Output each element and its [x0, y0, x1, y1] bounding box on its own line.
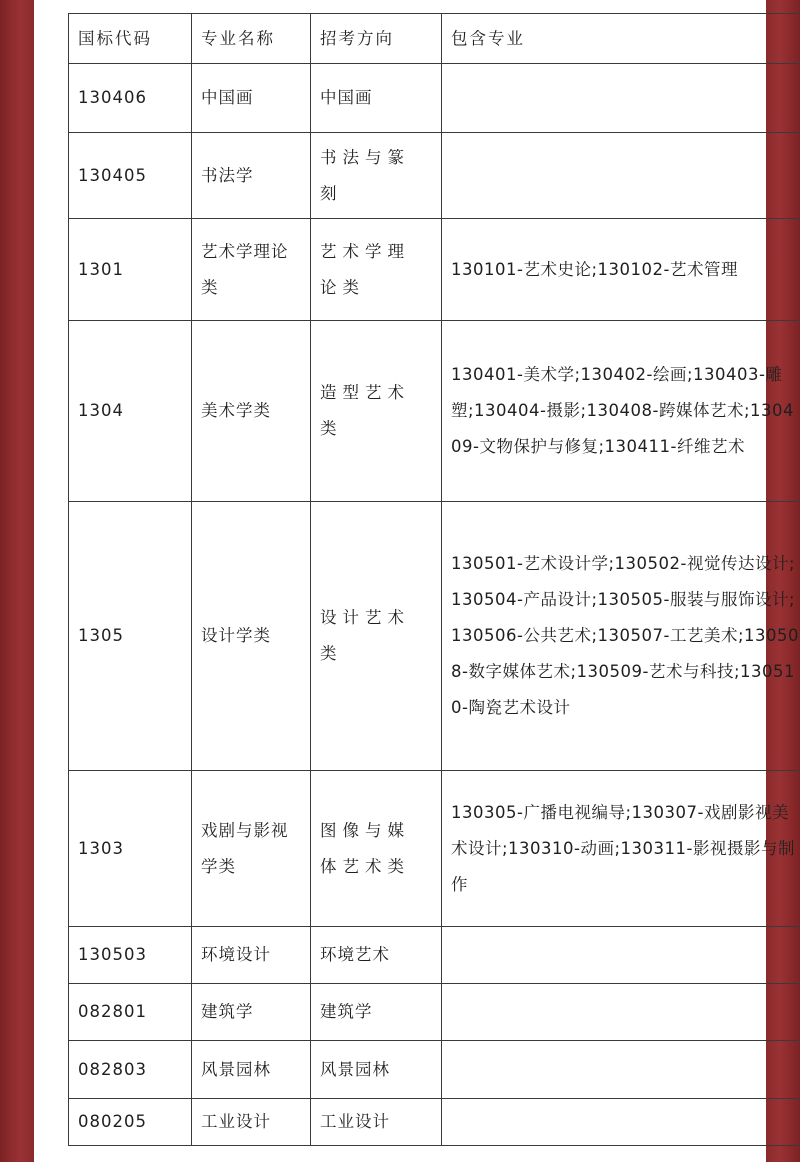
header-includes: 包含专业	[442, 14, 800, 64]
cell-includes: 130501-艺术设计学;130502-视觉传达设计;130504-产品设计;130505-服装与服饰设计;130506-公共艺术;130507-工艺美术;130508-数字媒体艺术;130509-艺术与科技;130510-陶瓷艺术设计	[442, 502, 800, 771]
table-row	[69, 321, 800, 502]
cell-includes	[442, 927, 800, 984]
cell-direction: 设计艺术类	[311, 502, 442, 771]
cell-code: 080205	[69, 1099, 192, 1146]
table-row	[69, 927, 800, 984]
cell-direction: 环境艺术	[311, 927, 442, 984]
cell-direction: 图像与媒体艺术类	[311, 771, 442, 927]
table-row	[69, 984, 800, 1041]
cell-direction: 艺术学理论类	[311, 219, 442, 321]
cell-code: 1303	[69, 771, 192, 927]
table-row	[69, 502, 800, 771]
cell-includes	[442, 984, 800, 1041]
header-direction: 招考方向	[311, 14, 442, 64]
cell-name: 工业设计	[192, 1099, 311, 1146]
cell-direction: 中国画	[311, 64, 442, 133]
cell-name: 中国画	[192, 64, 311, 133]
table-row	[69, 1041, 800, 1099]
cell-name: 书法学	[192, 133, 311, 219]
cell-includes	[442, 1041, 800, 1099]
cell-includes	[442, 1099, 800, 1146]
cell-direction: 造型艺术类	[311, 321, 442, 502]
header-code: 国标代码	[69, 14, 192, 64]
cell-name: 戏剧与影视学类	[192, 771, 311, 927]
table-row	[69, 133, 800, 219]
cell-includes: 130101-艺术史论;130102-艺术管理	[442, 219, 800, 321]
table-row	[69, 771, 800, 927]
cell-includes	[442, 133, 800, 219]
cell-name: 设计学类	[192, 502, 311, 771]
cell-direction: 建筑学	[311, 984, 442, 1041]
table-row	[69, 64, 800, 133]
cell-includes: 130401-美术学;130402-绘画;130403-雕塑;130404-摄影;130408-跨媒体艺术;130409-文物保护与修复;130411-纤维艺术	[442, 321, 800, 502]
table-header-row	[69, 14, 800, 64]
major-table	[68, 13, 800, 1146]
cell-code: 1305	[69, 502, 192, 771]
cell-name: 美术学类	[192, 321, 311, 502]
table-row	[69, 219, 800, 321]
cell-name: 风景园林	[192, 1041, 311, 1099]
cell-code: 130405	[69, 133, 192, 219]
header-name: 专业名称	[192, 14, 311, 64]
cell-code: 1304	[69, 321, 192, 502]
cell-direction: 风景园林	[311, 1041, 442, 1099]
cell-code: 082803	[69, 1041, 192, 1099]
cell-includes: 130305-广播电视编导;130307-戏剧影视美术设计;130310-动画;130311-影视摄影与制作	[442, 771, 800, 927]
left-red-border	[0, 0, 34, 1162]
cell-name: 建筑学	[192, 984, 311, 1041]
cell-includes	[442, 64, 800, 133]
table-row	[69, 1099, 800, 1146]
cell-direction: 书法与篆刻	[311, 133, 442, 219]
cell-code: 082801	[69, 984, 192, 1041]
cell-code: 130503	[69, 927, 192, 984]
cell-code: 1301	[69, 219, 192, 321]
cell-direction: 工业设计	[311, 1099, 442, 1146]
cell-name: 环境设计	[192, 927, 311, 984]
cell-name: 艺术学理论类	[192, 219, 311, 321]
cell-code: 130406	[69, 64, 192, 133]
